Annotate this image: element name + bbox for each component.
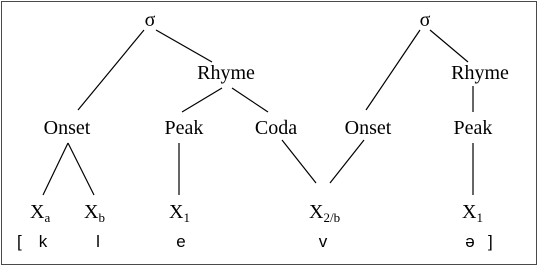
- edge-sigma1-onset: [78, 30, 144, 110]
- segment-v: v: [318, 232, 328, 251]
- syllable-node-2: σ: [419, 9, 431, 31]
- segment-k: k: [38, 232, 48, 251]
- timing-slot-x1-second: $X_1$: [462, 201, 483, 225]
- edge-rhyme1-peak: [182, 88, 222, 112]
- edge-sigma1-rhyme: [156, 30, 212, 62]
- edge-onset2-x2b: [330, 140, 364, 183]
- timing-slot-x1-first: $X_1$: [169, 201, 190, 225]
- rhyme-node-1: Rhyme: [197, 62, 255, 84]
- edge-sigma2-rhyme: [430, 30, 468, 62]
- close-bracket: ]: [488, 232, 493, 251]
- segment-e: e: [176, 232, 186, 251]
- edge-onset1-xb: [68, 143, 94, 195]
- coda-node: Coda: [254, 117, 298, 139]
- timing-slot-xa: $X_a$: [30, 201, 51, 225]
- segment-l: l: [96, 232, 100, 251]
- segment-schwa: ə: [465, 232, 475, 251]
- edge-onset1-xa: [43, 143, 68, 195]
- peak-node-2: Peak: [453, 117, 493, 139]
- edge-rhyme1-coda: [232, 88, 268, 112]
- edge-coda-x2b: [282, 140, 316, 183]
- syllable-node-1: σ: [144, 9, 156, 31]
- rhyme-node-2: Rhyme: [451, 62, 509, 84]
- edge-sigma2-onset: [366, 30, 420, 110]
- timing-slot-xb: $X_b$: [84, 201, 105, 225]
- open-bracket: [: [17, 232, 22, 251]
- onset-node-2: Onset: [344, 117, 392, 139]
- peak-node-1: Peak: [164, 117, 204, 139]
- onset-node-1: Onset: [43, 117, 91, 139]
- timing-slot-x2b: $X_{2/b}$: [309, 201, 341, 225]
